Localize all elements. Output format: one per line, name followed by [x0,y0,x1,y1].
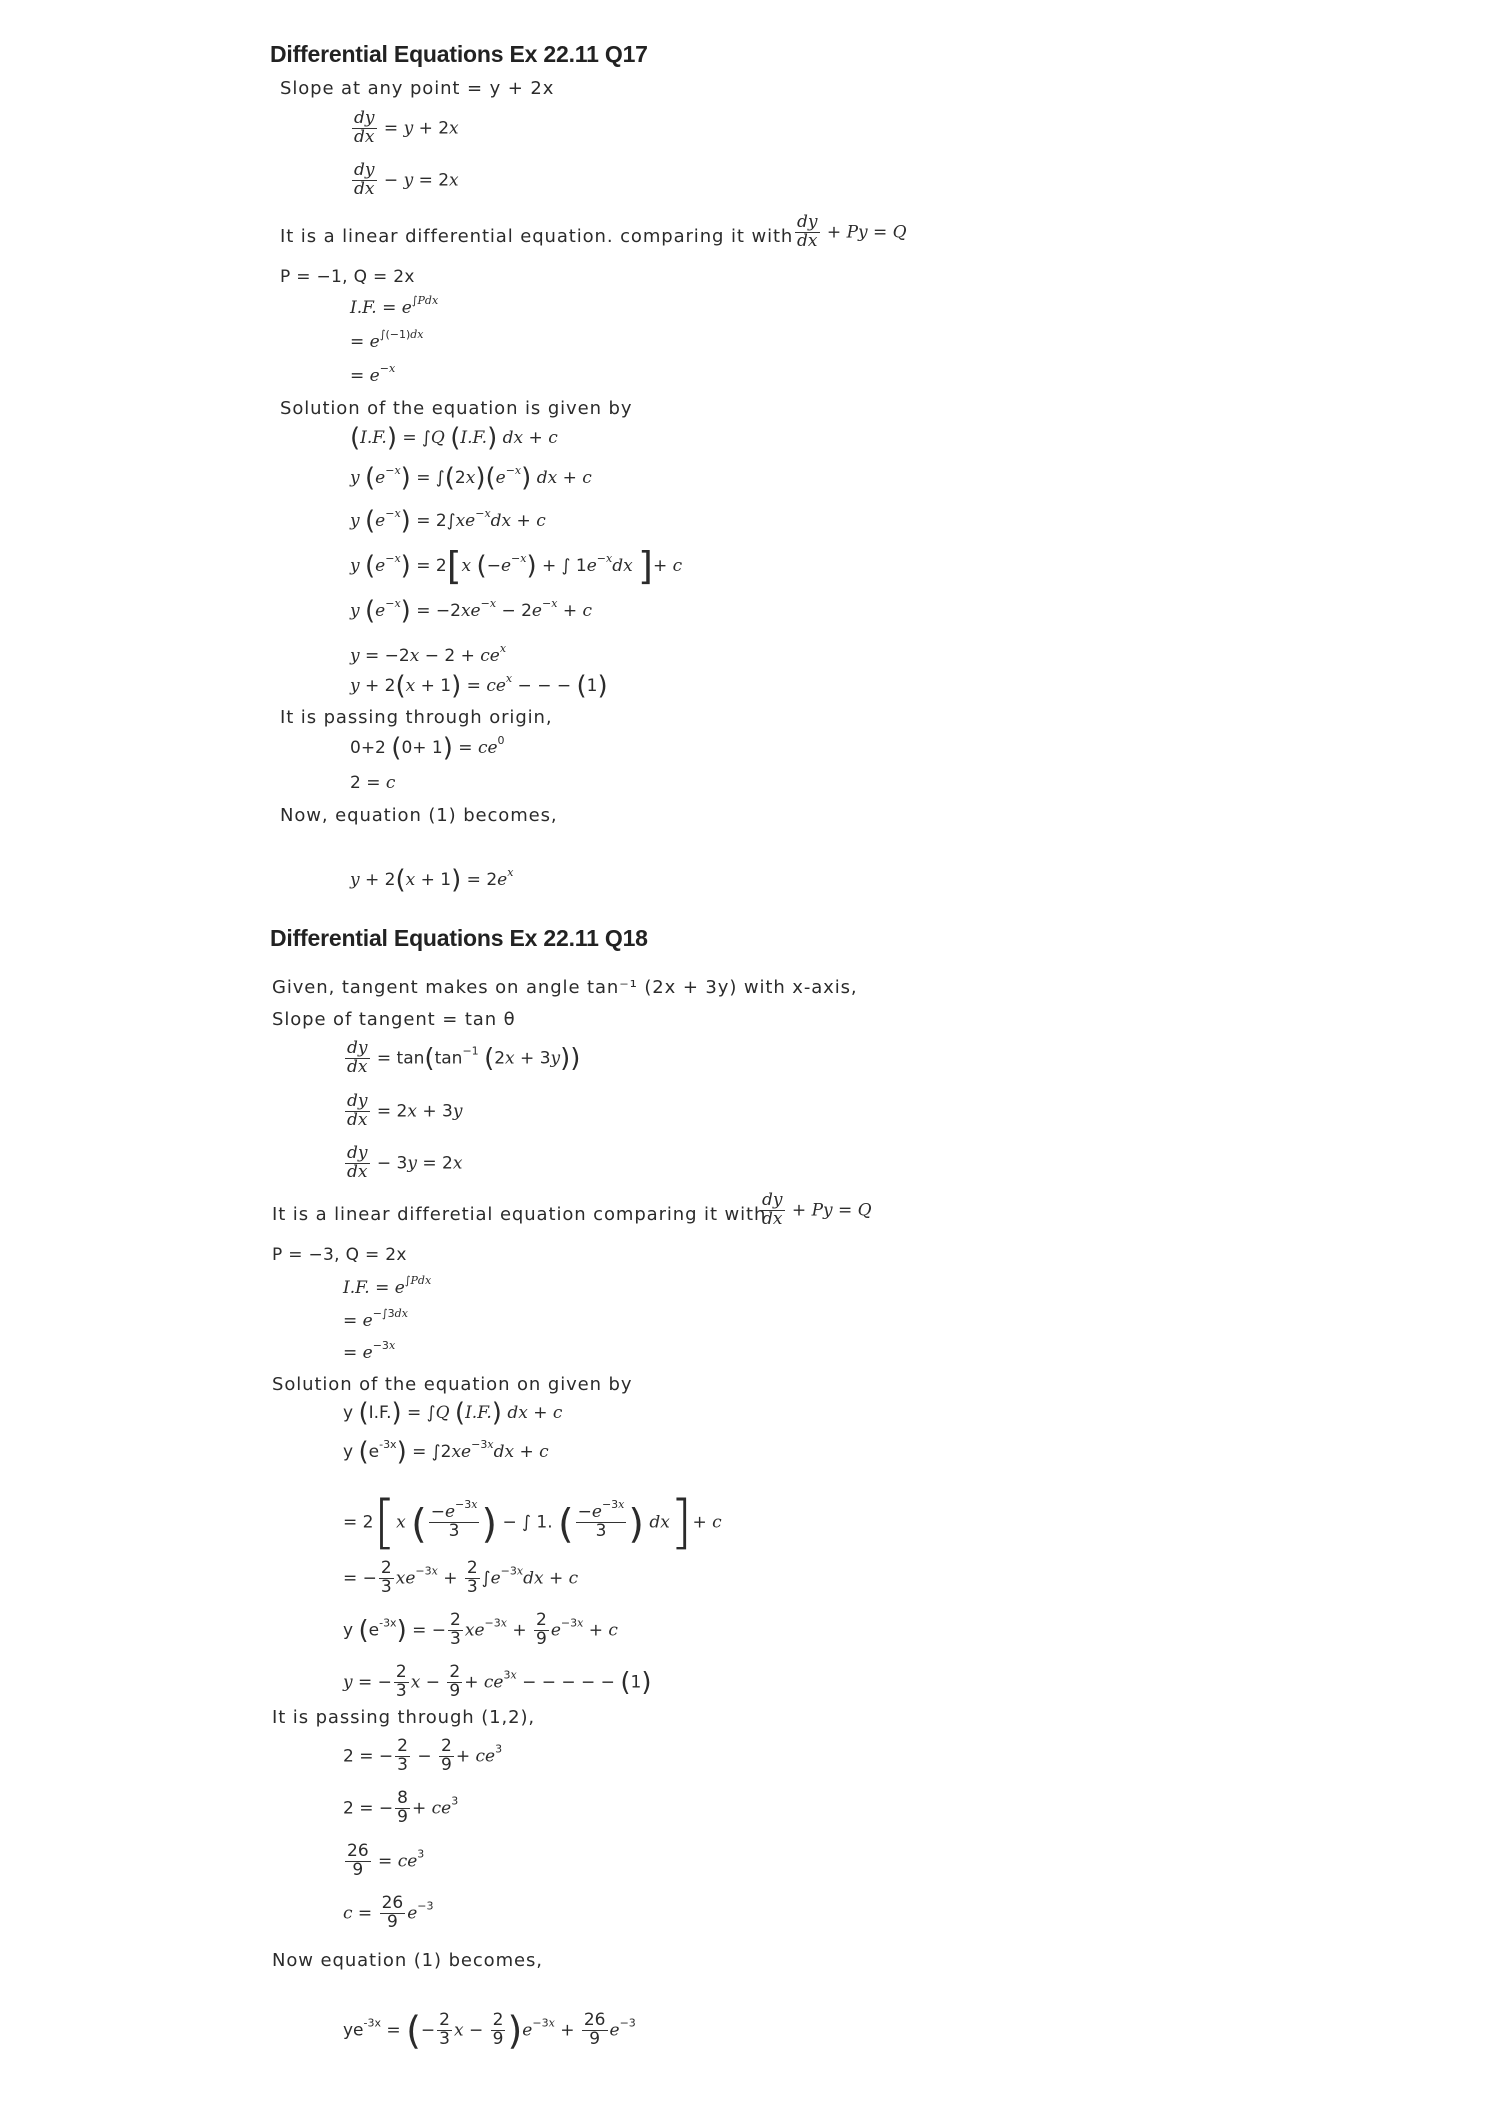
q17-sol1: (I.F.) = ∫Q (I.F.) dx + c [350,423,558,453]
q18-sol5: y $(e^{-3x})$ = − $\frac{2}{3}$ $xe^{-3x}$ + $\frac{2}{9}$ $e^{-3x} + c$ [343,1610,618,1649]
q18-sub4: c = $\frac{26}{9}$ $e^{-3}$ [343,1893,434,1932]
q18-final: $ye^{-3x}$ = (− $\frac{2}{3}$ x − $\frac{2}{9}$ )$e^{-3x}$ + $\frac{26}{9}$ $e^{-3}$ [343,2008,636,2053]
q17-standard-form: $\frac{dy}{dx}$ + Py = Q [797,212,907,251]
q17-intro: Slope at any point = y + 2x [280,78,555,99]
q17-pq: P = −1, Q = 2x [280,267,415,287]
q17-sol3: y $(e^{-x}) = 2\int xe^{-x}dx + c$ [350,506,546,536]
q18-becomes-note: Now equation (1) becomes, [272,1950,543,1971]
q18-sol4: = − $\frac{2}{3}$ $xe^{-3x}$ + $\frac{2}{3}$ $\int e^{-3x}dx + c$ [343,1558,579,1597]
q17-linear-note: It is a linear differential equation. comparing it with [280,226,794,247]
q17-sol5: y $(e^{-x}) = -2xe^{-x} - 2e^{-x} + c$ [350,596,593,626]
q17-eq2: $\frac{dy}{dx}$ − y = 2x [354,160,459,199]
q18-if2: = $e^{-\int 3dx}$ [343,1307,408,1331]
q18-eq3: $\frac{dy}{dx}$ − 3y = 2x [347,1143,463,1182]
q18-sol2: y $(e^{-3x}) = \int 2xe^{-3x}dx + c$ [343,1437,549,1467]
q17-eq1: $\frac{dy}{dx}$ = y + 2x [354,108,459,147]
q18-sub3: $\frac{26}{9}$ = $ce^3$ [347,1841,425,1880]
q17-if3: = $e^{-x}$ [350,362,396,386]
q18-point-note: It is passing through (1,2), [272,1707,535,1728]
q18-solution-note: Solution of the equation on given by [272,1374,633,1395]
q17-solution-note: Solution of the equation is given by [280,398,633,419]
q18-eq2: $\frac{dy}{dx}$ = 2x + 3y [347,1091,463,1130]
q17-final: $y + 2(x + 1) = 2e^x$ [350,865,514,895]
q17-title: Differential Equations Ex 22.11 Q17 [270,41,648,67]
q17-becomes-note: Now, equation (1) becomes, [280,805,558,826]
q18-given: Given, tangent makes on angle tan⁻¹ (2x + 3y) with x-axis, [272,977,858,998]
q18-sol1: y (I.F.) = ∫Q (I.F.) dx + c [343,1398,563,1428]
q18-sub1: 2 = − $\frac{2}{3}$ − $\frac{2}{9}$ + $ce^3$ [343,1736,503,1775]
q17-sub2: 2 = c [350,773,396,793]
q18-sol3: = 2[x ( $\frac{-e^{-3x}}{3}$ ) − ∫ 1. ( $\frac{-e^{-3x}}{3}$ ) dx]+ c [343,1487,722,1556]
q18-if3: = $e^{-3x}$ [343,1339,396,1363]
q18-eq1: $\frac{dy}{dx}$ = $\tan(\tan^{-1}$ (2x + 3y)) [347,1038,581,1077]
q17-sol6: $y = -2x - 2 + ce^x$ [350,642,507,666]
q17-sol2: y $(e^{-x}) = \int(2x)(e^{-x})$ dx + c [350,463,592,493]
q17-origin-note: It is passing through origin, [280,707,553,728]
q18-standard-form: $\frac{dy}{dx}$ + Py = Q [762,1190,872,1229]
q18-sub2: 2 = − $\frac{8}{9}$ + $ce^3$ [343,1788,459,1827]
q17-sub1: 0+2 $(0+ 1) = ce^0$ [350,733,505,763]
q17-if2: = $e^{\int(-1)dx}$ [350,328,424,352]
q18-sol6: y = − $\frac{2}{3}$ x − $\frac{2}{9}$ + $ce^{3x}$ − − − − − (1) [343,1662,652,1701]
q18-title: Differential Equations Ex 22.11 Q18 [270,925,648,951]
q18-slope: Slope of tangent = tan θ [272,1009,516,1030]
q18-pq: P = −3, Q = 2x [272,1245,407,1265]
q18-linear-note: It is a linear differetial equation comparing it with [272,1204,767,1225]
q17-sol7: $y + 2(x + 1) = ce^x$ − − − (1) [350,671,608,701]
q17-sol4: y $(e^{-x}) = 2[x$ $(-e^{-x})$ + ∫ $1e^{-x}dx$ ]+ c [350,544,683,588]
q18-if1: I.F. = $e^{\int Pdx}$ [343,1274,432,1298]
q17-if1: I.F. = $e^{\int Pdx}$ [350,294,439,318]
